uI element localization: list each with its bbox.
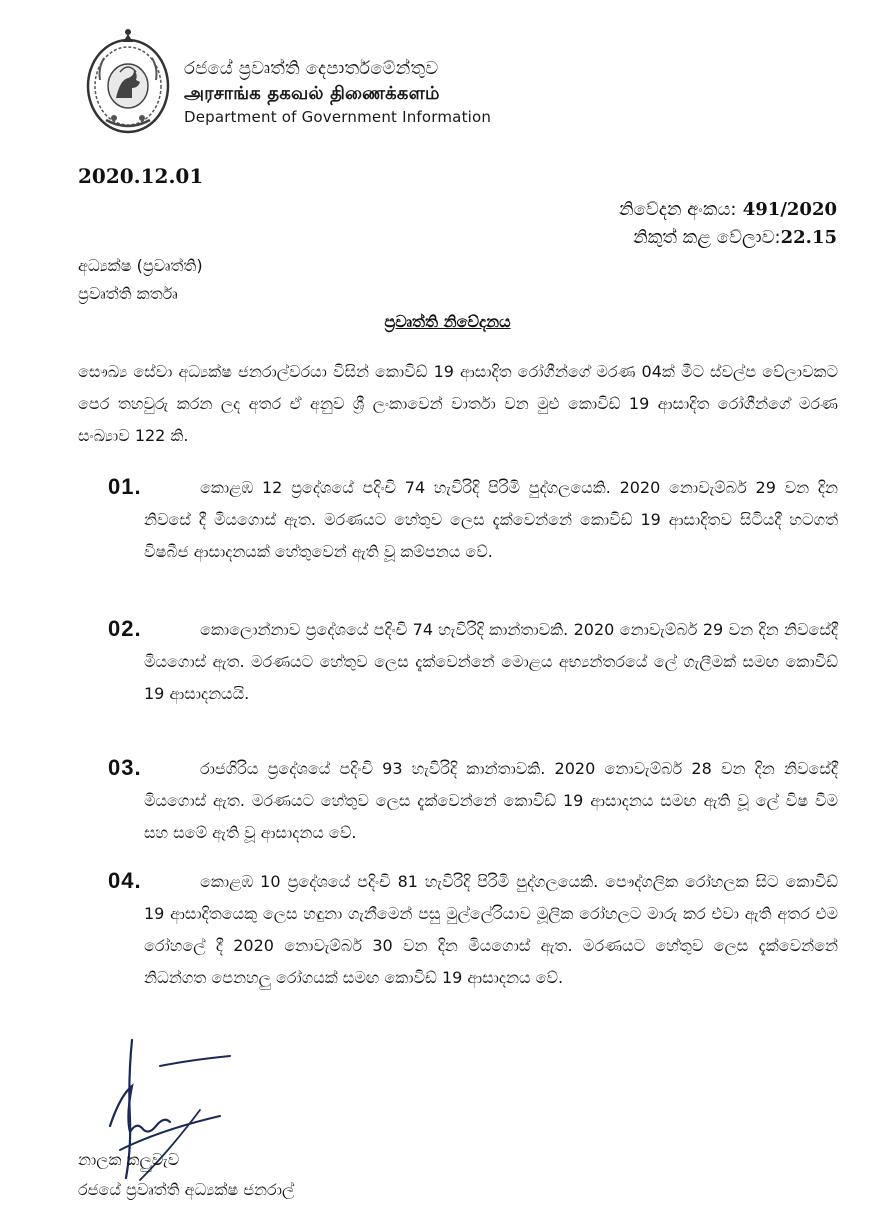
intro-paragraph: සෞඛ්‍ය සේවා අධ්‍යක්ෂ ජනරාල්වරයා විසින් කොවිඩ් 19 ආසාදිත රෝගීන්ගේ මරණ 04ක් මීට ස්වල්ප වේලාවකට පෙර තහවුරු කරන ලද අතර ඒ අනුව ශ්‍රී ලංකාවෙන් වාර්තා වන මුළු කොවිඩ් 19 ආසාදිත රෝගීන්ගේ මරණ සංඛ්‍යාව 122 කි. [78,362,838,445]
release-time-value: 22.15 [780,227,837,248]
sri-lanka-emblem-icon [84,28,172,136]
letterhead-english: Department of Government Information [184,108,492,126]
release-time-row [619,224,837,252]
signatory-title: රජයේ ප්‍රවෘත්ති අධ්‍යක්ෂ ජනරාල් [78,1180,295,1199]
letterhead-sinhala: රජයේ ප්‍රවෘත්ති දෙපාර්තමේන්තුව [184,58,439,79]
addressee-line: අධ්‍යක්ෂ (ප්‍රවෘත්ති) [78,256,203,275]
document-title [0,312,895,332]
addressee-line: ප්‍රවෘත්ති කර්තෘ [78,284,178,303]
release-number-label: නිවේදන අංකය: [619,199,737,220]
release-number-value: 491/2020 [742,199,837,220]
release-date: 2020.12.01 [78,164,204,188]
item-number: 01. [108,474,142,499]
reference-block [619,196,837,252]
item-text: කොළඹ 10 ප්‍රදේශයේ පදිංචි 81 හැවිරිදි පිරිමි පුද්ගලයෙකි. පෞද්ගලික රෝහලක සිට කොවිඩ් 19 ආසාදිතයෙකු ලෙස හඳුනා ගැනීමෙන් පසු මුල්ලේරියාව මූලික රෝහලට මාරු කර එවා ඇති අතර එම රෝහලේ දී 2020 නොවැම්බර් 30 වන දින මියගොස් ඇත. මරණයට හේතුව ලෙස දැක්වෙන්නේ නිධන්ගත පෙනහලු රෝගයක් සමඟ කොවිඩ් 19 ආසාදනය වේ. [144,872,838,987]
item-text: කොලොන්නාව ප්‍රදේශයේ පදිංචි 74 හැවිරිදි කාන්තාවකි. 2020 නොවැම්බර් 29 වන දින නිවසේදී මියගොස් ඇත. මරණයට හේතුව ලෙස දැක්වෙන්නේ මොළය අභ්‍යන්තරයේ ලේ ගැලීමක් සමඟ කොවිඩ් 19 ආසාදනයයි. [144,620,838,703]
item-number: 03. [108,755,142,780]
item-number: 04. [108,868,142,893]
addressees [78,252,203,308]
signatory-name: නාලක කලුවැව [78,1150,180,1169]
letterhead [84,28,504,136]
release-time-label: නිකුත් කළ වේලාව: [633,227,781,248]
item-text: රාජගිරිය ප්‍රදේශයේ පදිංචි 93 හැවිරිදි කාන්තාවකි. 2020 නොවැම්බර් 28 වන දින නිවසේදී මියගොස් ඇත. මරණයට හේතුව ලෙස දැක්වෙන්නේ කොවිඩ් 19 ආසාදනය සමඟ ඇති වූ ලේ විෂ වීම සහ සමේ ඇති වූ ආසාදනය වේ. [144,759,838,842]
item-number: 02. [108,616,142,641]
document-title-text: ප්‍රවෘත්ති නිවේදනය [384,312,511,331]
release-number-row [619,196,837,224]
letterhead-tamil: அரசாங்க தகவல் திணைக்களம் [184,83,440,104]
item-text: කොළඹ 12 ප්‍රදේශයේ පදිංචි 74 හැවිරිදි පිරිමි පුද්ගලයෙකි. 2020 නොවැම්බර් 29 වන දින නිවසේ දී මියගොස් ඇත. මරණයට හේතුව ලෙස දැක්වෙන්නේ කොවිඩ් 19 ආසාදිතව සිටියදී හටගත් විෂබීජ ආසාදනයක් හේතුවෙන් ඇති වූ කම්පනය වේ. [144,478,838,561]
